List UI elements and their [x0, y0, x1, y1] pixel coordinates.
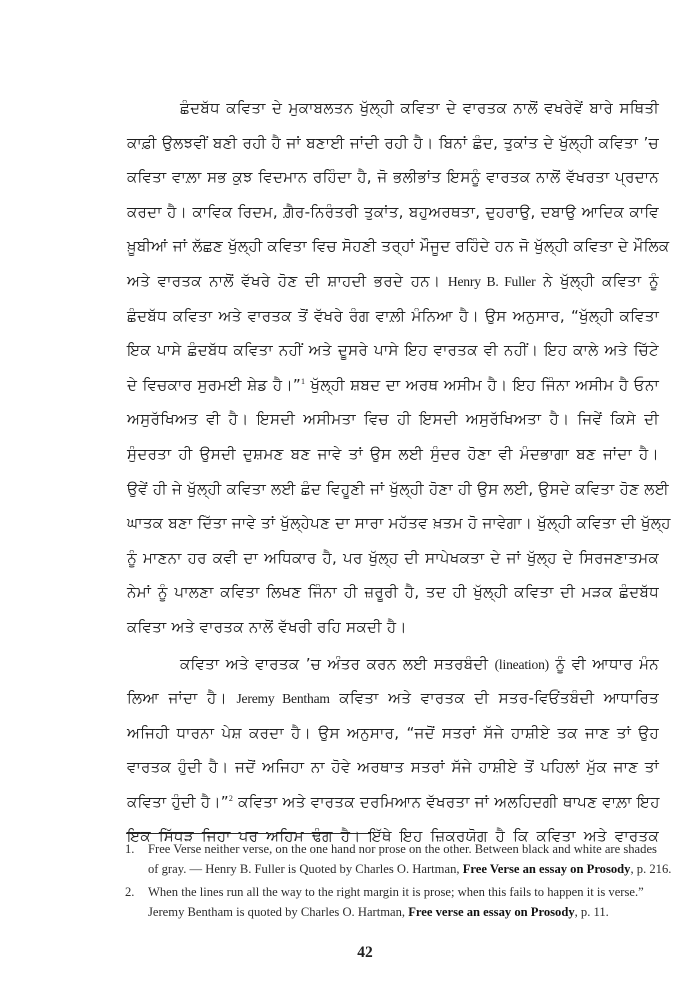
footnote-number: 2.: [125, 885, 135, 899]
footnote-line: Free Verse neither verse, on the one hand nor prose on the other. Between black and white are shades: [148, 842, 657, 856]
footnote-1: [125, 839, 673, 879]
author-name-henry-fuller: Henry B. Fuller: [447, 273, 536, 289]
text-segment: ਦੇ ਵਿਚਕਾਰ ਸੁਰਮਈ ਸ਼ੇਡ ਹੈ।”: [127, 375, 301, 394]
text-line: ਸੁੰਦਰਤਾ ਹੀ ਉਸਦੀ ਦੁਸ਼ਮਣ ਬਣ ਜਾਵੇ ਤਾਂ ਉਸ ਲਈ ਸੁੰਦਰ ਹੋਣਾ ਵੀ ਮੰਦਭਾਗਾ ਬਣ ਜਾਂਦਾ ਹੈ।: [127, 444, 659, 463]
text-line: ਛੰਦਬੱਧ ਕਵਿਤਾ ਦੇ ਮੁਕਾਬਲਤਨ ਖੁੱਲ੍ਹੀ ਕਵਿਤਾ ਦੇ ਵਾਰਤਕ ਨਾਲੋਂ ਵਖਰੇਵੇਂ ਬਾਰੇ ਸਥਿਤੀ: [180, 99, 659, 117]
text-segment: ਕਵਿਤਾ ਹੁੰਦੀ ਹੈ।”: [127, 792, 229, 811]
body-text: [127, 91, 671, 854]
text-line: ਉਵੇਂ ਹੀ ਜੇ ਖੁੱਲ੍ਹੀ ਕਵਿਤਾ ਲਈ ਛੰਦ ਵਿਹੂਣੀ ਜਾਂ ਖੁੱਲ੍ਹੀ ਹੋਣਾ ਹੀ ਉਸ ਲਈ, ਉਸਦੇ ਕਵਿਤਾ ਹੋਣ ਲਈ: [127, 479, 670, 498]
text-segment: ਕਵਿਤਾ ਅਤੇ ਵਾਰਤਕ ’ਚ ਅੰਤਰ ਕਰਨ ਲਈ ਸਤਰਬੰਦੀ: [180, 654, 489, 673]
term-lineation: (lineation): [494, 656, 550, 672]
page-number: 42: [357, 944, 373, 961]
text-segment: ਕਵਿਤਾ ਅਤੇ ਵਾਰਤਕ ਦਰਮਿਆਨ ਵੱਖਰਤਾ ਜਾਂ ਅਲਹਿਦਗੀ ਥਾਪਣ ਵਾਲ਼ਾ ਇਹ: [238, 792, 660, 811]
footnote-number: 1.: [125, 842, 135, 856]
text-segment: ਨੂੰ ਵੀ ਆਧਾਰ ਮੰਨ: [555, 654, 660, 673]
footnotes: [125, 839, 673, 925]
text-line: ਕਰਦਾ ਹੈ। ਕਾਵਿਕ ਰਿਦਮ, ਗ਼ੈਰ-ਨਿਰੰਤਰੀ ਤੁਕਾਂਤ, ਬਹੁਅਰਥਤਾ, ਦੁਹਰਾਉ, ਦਬਾਉ ਆਦਿਕ ਕਾਵਿ: [127, 202, 659, 221]
footnote-ref-2[interactable]: 2: [228, 793, 234, 803]
footnote-line: When the lines run all the way to the right margin it is prose; when this fails to happen it is verse.”: [148, 885, 644, 899]
footnote-citation: Jeremy Bentham is quoted by Charles O. Hartman,: [148, 905, 406, 919]
text-segment: ਅਤੇ ਵਾਰਤਕ ਨਾਲੋਂ ਵੱਖਰੇ ਹੋਣ ਦੀ ਸ਼ਾਹਦੀ ਭਰਦੇ ਹਨ।: [127, 271, 441, 290]
text-line: ਅਸੁਰੱਖਿਅਤ ਵੀ ਹੈ। ਇਸਦੀ ਅਸੀਮਤਾ ਵਿਚ ਹੀ ਇਸਦੀ ਅਸੁਰੱਖਿਅਤਾ ਹੈ। ਜਿਵੇਂ ਕਿਸੇ ਦੀ: [127, 410, 659, 429]
footnote-line: [148, 902, 673, 922]
text-line: ਅਜਿਹੀ ਧਾਰਨਾ ਪੇਸ਼ ਕਰਦਾ ਹੈ। ਉਸ ਅਨੁਸਾਰ, “ਜਦੋਂ ਸਤਰਾਂ ਸੱਜੇ ਹਾਸ਼ੀਏ ਤਕ ਜਾਣ ਤਾਂ ਉਹ: [127, 723, 659, 742]
text-line: ਘਾਤਕ ਬਣਾ ਦਿੱਤਾ ਜਾਵੇ ਤਾਂ ਖੁੱਲ੍ਹੇਪਣ ਦਾ ਸਾਰਾ ਮਹੱਤਵ ਖ਼ਤਮ ਹੋ ਜਾਵੇਗਾ। ਖੁੱਲ੍ਹੀ ਕਵਿਤਾ ਦੀ ਖੁੱਲ੍ਹ: [127, 514, 671, 533]
footnote-separator: [126, 833, 371, 834]
text-line: [127, 647, 659, 682]
text-line: ਛੰਦਬੱਧ ਕਵਿਤਾ ਅਤੇ ਵਾਰਤਕ ਤੋਂ ਵੱਖਰੇ ਰੰਗ ਵਾਲ਼ੀ ਮੰਨਿਆ ਹੈ। ਉਸ ਅਨੁਸਾਰ, “ਖੁੱਲ੍ਹੀ ਕਵਿਤਾ: [127, 306, 659, 325]
footnote-line: [148, 859, 673, 879]
page-reference: , p. 216.: [630, 862, 672, 876]
book-title: Free Verse an essay on Prosody: [462, 862, 631, 876]
text-line: ਖ਼ੂਬੀਆਂ ਜਾਂ ਲੱਛਣ ਖੁੱਲ੍ਹੀ ਕਵਿਤਾ ਵਿਚ ਸੋਹਣੀ ਤਰ੍ਹਾਂ ਮੌਜੂਦ ਰਹਿੰਦੇ ਹਨ ਜੋ ਖੁੱਲ੍ਹੀ ਕਵਿਤਾ ਦੇ ਮੌਲਿਕ: [127, 237, 670, 256]
text-segment: ਲਿਆ ਜਾਂਦਾ ਹੈ।: [127, 689, 227, 708]
text-segment: ਖੁੱਲ੍ਹੀ ਸ਼ਬਦ ਦਾ ਅਰਥ ਅਸੀਮ ਹੈ। ਇਹ ਜਿੰਨਾ ਅਸੀਮ ਹੈ ਓਨਾ: [310, 375, 660, 394]
text-line: [127, 264, 659, 299]
text-line: [127, 368, 659, 403]
footnote-2: [125, 882, 673, 922]
text-line: ਕਾਫ਼ੀ ਉਲਝਵੀਂ ਬਣੀ ਰਹੀ ਹੈ ਜਾਂ ਬਣਾਈ ਜਾਂਦੀ ਰਹੀ ਹੈ। ਬਿਨਾਂ ਛੰਦ, ਤੁਕਾਂਤ ਦੇ ਖੁੱਲ੍ਹੀ ਕਵਿਤਾ ’ਚ: [127, 133, 659, 152]
text-segment: ਨੇ ਖੁੱਲ੍ਹੀ ਕਵਿਤਾ ਨੂੰ: [542, 271, 659, 290]
text-line: ਨੇਮਾਂ ਨੂੰ ਪਾਲਣਾ ਕਵਿਤਾ ਲਿਖਣ ਜਿੰਨਾ ਹੀ ਜ਼ਰੂਰੀ ਹੈ, ਤਦ ਹੀ ਖੁੱਲ੍ਹੀ ਕਵਿਤਾ ਦੀ ਮੜਕ ਛੰਦਬੱਧ: [127, 583, 659, 602]
footnote-body: [148, 839, 673, 879]
text-line: ਨੂੰ ਮਾਣਨਾ ਹਰ ਕਵੀ ਦਾ ਅਧਿਕਾਰ ਹੈ, ਪਰ ਖੁੱਲ੍ਹ ਦੀ ਸਾਪੇਖਕਤਾ ਦੇ ਜਾਂ ਖੁੱਲ੍ਹ ਦੇ ਸਿਰਜਣਾਤਮਕ: [127, 548, 659, 567]
footnote-citation: of gray. — Henry B. Fuller is Quoted by Charles O. Hartman,: [148, 862, 460, 876]
footnote-ref-1[interactable]: 1: [300, 376, 306, 386]
footnote-body: [148, 882, 673, 922]
text-line: ਕਵਿਤਾ ਅਤੇ ਵਾਰਤਕ ਨਾਲੋਂ ਵੱਖਰੀ ਰਹਿ ਸਕਦੀ ਹੈ।: [127, 617, 407, 636]
text-line: ਇਕ ਸਿੱਧੜ ਜਿਹਾ ਪਰ ਅਹਿਮ ਢੰਗ ਹੈ। ਇੱਥੇ ਇਹ ਜ਼ਿਕਰਯੋਗ ਹੈ ਕਿ ਕਵਿਤਾ ਅਤੇ ਵਾਰਤਕ: [127, 827, 659, 846]
paragraph-2: [127, 647, 659, 855]
text-segment: ਕਵਿਤਾ ਅਤੇ ਵਾਰਤਕ ਦੀ ਸਤਰ-ਵਿਓਂਤਬੰਦੀ ਆਧਾਰਿਤ: [339, 689, 659, 708]
text-line: [127, 785, 659, 820]
page-reference: , p. 11.: [574, 905, 609, 919]
text-line: ਵਾਰਤਕ ਹੁੰਦੀ ਹੈ। ਜਦੋਂ ਅਜਿਹਾ ਨਾ ਹੋਵੇ ਅਰਥਾਤ ਸਤਰਾਂ ਸੱਜੇ ਹਾਸ਼ੀਏ ਤੋਂ ਪਹਿਲਾਂ ਮੁੱਕ ਜਾਣ ਤਾਂ: [127, 758, 659, 777]
author-name-jeremy-bentham: Jeremy Bentham: [236, 691, 330, 707]
text-line: ਕਵਿਤਾ ਵਾਲ਼ਾ ਸਭ ਕੁਝ ਵਿਦਮਾਨ ਰਹਿੰਦਾ ਹੈ, ਜੋ ਭਲੀਭਾਂਤ ਇਸਨੂੰ ਵਾਰਤਕ ਨਾਲੋਂ ਵੱਖਰਤਾ ਪ੍ਰਦਾਨ: [127, 168, 659, 187]
text-line: [127, 681, 659, 716]
book-title: Free verse an essay on Prosody: [408, 905, 575, 919]
paragraph-1: [127, 91, 671, 645]
text-line: ਇਕ ਪਾਸੇ ਛੰਦਬੱਧ ਕਵਿਤਾ ਨਹੀਂ ਅਤੇ ਦੂਸਰੇ ਪਾਸੇ ਇਹ ਵਾਰਤਕ ਵੀ ਨਹੀਂ। ਇਹ ਕਾਲੇ ਅਤੇ ਚਿੱਟੇ: [127, 341, 659, 360]
